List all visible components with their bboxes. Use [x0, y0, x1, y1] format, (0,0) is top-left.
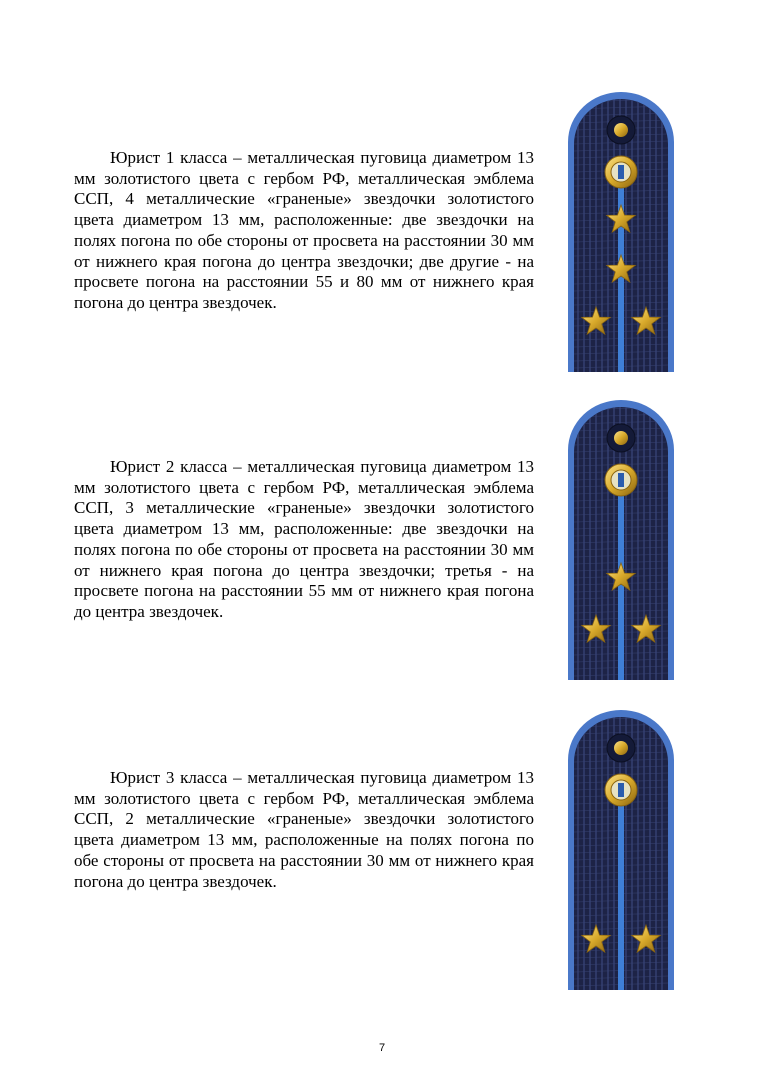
strap-stripe	[618, 800, 624, 990]
coat-of-arms-icon	[614, 431, 628, 445]
page-number: 7	[378, 1042, 386, 1054]
emblem-column	[618, 473, 624, 487]
shoulder-strap-rank-2	[566, 400, 676, 680]
rank-1-description: Юрист 1 класса – металлическая пуговица диаметром 13 мм золотистого цвета с гербом РФ, металлическая эмблема ССП, 4 металлические «граненые» звездочки золотистого цвета диаметром 13 мм, расположенные: две звездочки на полях погона по обе стороны от просвета на расстоянии 30 мм от нижнего края погона до центра звездочки; две другие - на просвете погона на расстоянии 55 и 80 мм от нижнего края погона до центра звездочек.	[74, 148, 534, 312]
emblem-column	[618, 165, 624, 179]
shoulder-strap-rank-1	[566, 92, 676, 372]
shoulder-strap-rank-3	[566, 710, 676, 990]
coat-of-arms-icon	[614, 741, 628, 755]
rank-2-description: Юрист 2 класса – металлическая пуговица диаметром 13 мм золотистого цвета с гербом РФ, металлическая эмблема ССП, 3 металлические «граненые» звездочки золотистого цвета диаметром 13 мм, расположенные: две звездочки на полях погона по обе стороны от просвета на расстоянии 30 мм от нижнего края погона до центра звездочки; третья - на просвете погона на расстоянии 55 мм от нижнего края погона до центра звездочек.	[74, 457, 534, 621]
coat-of-arms-icon	[614, 123, 628, 137]
emblem-column	[618, 783, 624, 797]
rank-3-description: Юрист 3 класса – металлическая пуговица диаметром 13 мм золотистого цвета с гербом РФ, металлическая эмблема ССП, 2 металлические «граненые» звездочки золотистого цвета диаметром 13 мм, расположенные на полях погона по обе стороны от просвета на расстоянии 30 мм от нижнего края погона до центра звездочек.	[74, 768, 534, 891]
